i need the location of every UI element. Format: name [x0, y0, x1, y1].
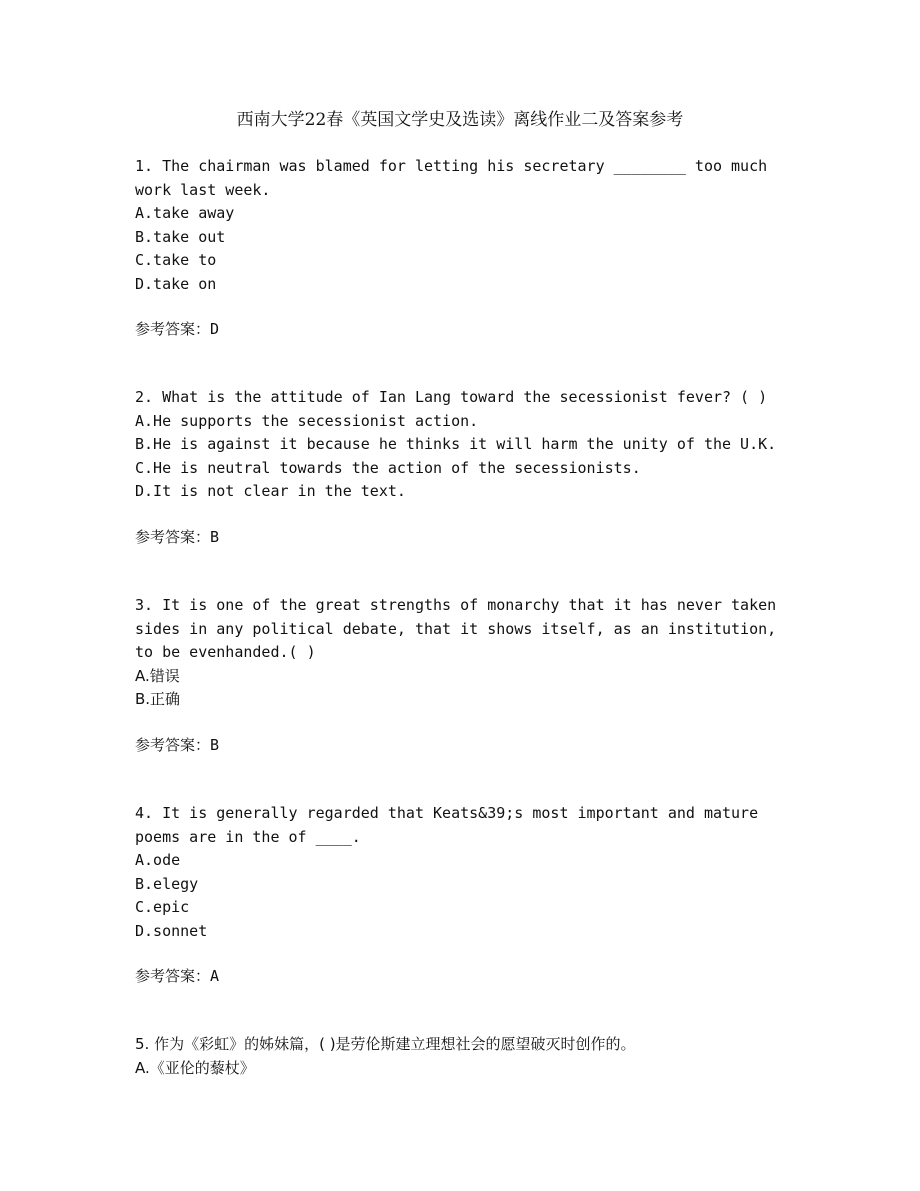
question-text-line: 1. The chairman was blamed for letting his secretary ________ too much — [135, 157, 768, 175]
question-2 — [135, 386, 795, 549]
option-a: A.《亚伦的藜杖》 — [135, 1058, 255, 1077]
question-text-line: sides in any political debate, that it shows itself, as an institution, — [135, 619, 777, 638]
option-a: A.错误 — [135, 666, 180, 685]
option-a: A.ode — [135, 851, 181, 869]
option-c: C.He is neutral towards the action of the secessionists. — [135, 458, 641, 477]
option-b: B.elegy — [135, 874, 199, 893]
option-a: A.take away — [135, 204, 235, 222]
reference-answer: 参考答案：D — [135, 320, 220, 338]
question-5 — [135, 1033, 795, 1080]
question-3 — [135, 594, 795, 757]
question-text-line: to be evenhanded.( ) — [135, 643, 316, 661]
question-text-line: 3. It is one of the great strengths of monarchy that it has never taken — [135, 596, 777, 614]
reference-answer: 参考答案：B — [135, 527, 220, 546]
option-a: A.He supports the secessionist action. — [135, 411, 479, 430]
option-d: D.take on — [135, 274, 217, 293]
option-b: B.take out — [135, 227, 226, 246]
option-d: D.It is not clear in the text. — [135, 482, 406, 500]
reference-answer: 参考答案：A — [135, 967, 220, 985]
question-4 — [135, 802, 795, 989]
question-text-line: poems are in the of ____. — [135, 827, 361, 846]
question-text-line: 4. It is generally regarded that Keats&39;s most important and mature — [135, 804, 759, 822]
question-1 — [135, 155, 795, 342]
question-text-line: 5. 作为《彩虹》的姊妹篇，( )是劳伦斯建立理想社会的愿望破灭时创作的。 — [135, 1035, 636, 1053]
document-title: 西南大学22春《英国文学史及选读》离线作业二及答案参考 — [236, 110, 684, 130]
question-text-line: work last week. — [135, 180, 271, 199]
option-c: C.epic — [135, 898, 190, 916]
option-b: B.正确 — [135, 690, 181, 708]
question-text-line: 2. What is the attitude of Ian Lang toward the secessionist fever? ( ) — [135, 388, 768, 406]
option-c: C.take to — [135, 251, 217, 269]
reference-answer: 参考答案：B — [135, 735, 220, 754]
option-d: D.sonnet — [135, 921, 208, 940]
option-b: B.He is against it because he thinks it will harm the unity of the U.K. — [135, 435, 777, 453]
